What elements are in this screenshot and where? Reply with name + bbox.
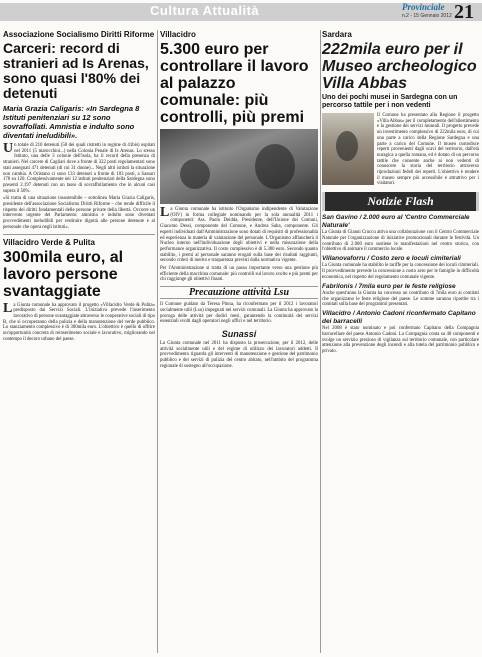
article-body: Il Comune guidato da Teresa Pinna, ha riconfermato per il 2012 i lavoratori socialmente utili (Lsu) impegnati nei servizi comunali. La Giunta ha approvato la proroga delle attività per dodici mesi, garantendo la continuità dei servizi essenziali svolti dagli operatori negli uffici e nel territorio.	[160, 302, 318, 325]
column-divider	[320, 30, 321, 653]
article-body: «Si tratta di una situazione insostenibile – sottolinea Maria Grazia Caligaris, presidente dell'associazione Socialismo Diritti Riforme – che rende difficile il rispetto dei diritti fondamentali delle persone private della libertà. Occorre un intervento urgente del Parlamento: amnistia e indulto sono diventati provvedimenti ineludibili per restituire dignità alle persone detenute e al personale che opera negli istituti».	[3, 196, 155, 230]
article-body: La Giunta comunale nel 2011 ha disposto la prosecuzione, per il 2012, delle attività socialmente utili e del regime di utilizzo dei lavoratori addetti. Il provvedimento riguarda gli interventi di manutenzione e gestione del patrimonio pubblico e dei servizi di pulizia del centro abitato, nell'ambito del programma regionale di sostegno all'occupazione.	[160, 340, 318, 369]
brief-body: La Giunta di Gianni Cruccu attiva una collaborazione con il Centro Commerciale Naturale per l'organizzazione di iniziative promozionali durante le festività. Un contributo di 2.000 euro sostiene le manifestazioni nel centro storico, con l'obiettivo di animare il commercio locale.	[322, 230, 479, 253]
article-body: La Giunta comunale ha istituito l'Organismo indipendente di Valutazione (OIV) in forma collegiale nominando per la sola annualità 2011 i componenti: Ass. Paolo Deidda, Presidente, dell'Unione dei Comuni, Giacomo Dessì, componente del Comune, e Andrea Saba, componente. Gli esperti individuati dall'Amministrazione sono dotati di requisiti di professionalità ed esperienza in materia di valutazione del personale. L'Organismo affiancherà il Nucleo interno nell'individuazione degli obiettivi e nella misurazione della performance organizzativa. Il costo complessivo è di 5.300 euro. Secondo quanto stabilito, i premi al personale saranno erogati sulla base dei risultati raggiunti, secondo criteri di merito e trasparenza previsti dalla normativa vigente.	[160, 205, 318, 264]
column-3	[322, 30, 479, 655]
article-headline: Carceri: record di stranieri ad Is Arenas, sono quasi l'80% dei detenuti	[3, 40, 149, 101]
brief-body: La Giunta comunale ha stabilito le tariffe per la concessione dei loculi cimiteriali. Il provvedimento prevede la concessione a costo zero per le famiglie in difficoltà economica, nel rispetto del regolamento comunale vigente.	[322, 263, 479, 280]
brief-heading: Villanovaforru / Costo zero e loculi cimiteriali	[322, 254, 461, 262]
brief-heading: San Gavino / 2.000 euro al 'Centro Commerciale Naturale'	[322, 214, 470, 229]
town-hall-photo	[160, 129, 318, 204]
brief-heading: Villacidro / Antonio Cadoni riconfermato Capitano dei barracelli	[322, 310, 476, 325]
article-subhead: Uno dei pochi musei in Sardegna con un percorso tattile per i non vedenti	[322, 94, 458, 109]
section-title: Cultura Attualità	[150, 3, 260, 18]
article-headline: 5.300 euro per controllare il lavoro al palazzo comunale: più controlli, più premi	[160, 41, 309, 126]
brief-body: Anche quest'anno la Giunta ha concesso un contributo di 7mila euro ai comitati che organizzano le feste religiose del paese. Le somme saranno ripartite tra i comitati sulla base dei programmi presentati.	[322, 291, 479, 308]
section-heading: Precauzione attività Lsu	[160, 286, 318, 299]
article-headline: 222mila euro per il Museo archeologico Villa Abbas	[322, 41, 477, 92]
article-headline: 300mila euro, al lavoro persone svantaggiate	[3, 248, 124, 300]
article-body: La Giunta comunale ha approvato il progetto «Villacidro Verde & Pulita» predisposto dai Servizi Sociali. L'iniziativa prevede l'inserimento lavorativo di persone svantaggiate attraverso le cooperative sociali di tipo B, che si occuperanno della pulizia e della manutenzione del verde pubblico. Lo stanziamento complessivo è di 300mila euro. L'obiettivo è quello di offrire un'opportunità concreta di reinserimento sociale e lavorativo, migliorando nel contempo il decoro urbano del paese.	[3, 300, 155, 342]
article-kicker: Villacidro	[160, 30, 196, 39]
column-1	[3, 30, 155, 655]
article-kicker: Sardara	[322, 30, 352, 39]
brief-heading: Fabrilonis / 7mila euro per le feste religiose	[322, 282, 456, 290]
issue-date: n.2 - 15 Gennaio 2012	[402, 13, 452, 19]
article-body: Per l'Amministrazione si tratta di un passo importante verso una gestione più efficiente della macchina comunale: più controlli sul lavoro svolto e più premi per chi raggiunge gli obiettivi fissati.	[160, 266, 318, 283]
divider	[3, 234, 155, 235]
masthead	[0, 0, 482, 26]
brief-body: Nel 2008 è stato nominato e poi confermato Capitano della Compagnia barracellare del paese Antonio Cadoni. La Compagnia conta su 40 componenti e svolge un servizio prezioso di vigilanza sul territorio comunale, con particolare attenzione alla prevenzione degli incendi e alla tutela del patrimonio pubblico e privato.	[322, 326, 479, 354]
article-kicker: Villacidro Verde & Pulita	[3, 237, 95, 247]
newspaper-logo: Provinciale	[402, 2, 445, 12]
museum-photo	[322, 113, 374, 185]
section-heading: Sunassi	[221, 328, 257, 339]
article-kicker: Associazione Socialismo Diritti Riforme	[3, 30, 155, 39]
column-divider	[157, 30, 158, 653]
article-body: Un totale di 210 detenuti (58 dei quali ristretti in regime di 41bis) ospitati nel 2011 (5 marocchini...) nella Colonia Penale di Is Arenas. Lo stesso Istituto, una delle 3 colonie dell'isola, ha il record della presenza di stranieri. Nel carcere di Cagliari dove a fronte di 322 posti regolamentari sono stati assegnati 471 detenuti (di cui 31 donne)... Negli altri istituti la situazione non cambia. A Oristano ci sono 133 detenuti a fronte di 103 posti, a Sassari 178 su 120. Complessivamente nei 12 istituti penitenziari della Sardegna sono presenti 2.197 detenuti con un tasso di sovraffollamento che in alcuni casi supera il 50%.	[3, 141, 155, 194]
notizie-flash-banner: Notizie Flash	[322, 192, 479, 211]
page-number: 21	[454, 1, 474, 23]
article-subhead: Maria Grazia Caligaris: «In Sardegna 8 Istituti penitenziari su 12 sono sovraffollati. Amnistia e indulto sono diventati ineludibili».	[3, 104, 140, 140]
column-2	[160, 30, 318, 655]
article-body: Il Comune ha presentato alla Regione il progetto «Villa Abbas» per il completamento dell'allestimento e la gestione dei servizi museali. Il progetto prevede un investimento complessivo di 222mila euro, di cui una parte a carico della Regione Sardegna e una parte a carico del Comune. Il museo custodisce reperti provenienti dagli scavi del territorio, dall'età nuragica a quella romana, ed è dotato di un percorso tattile che consente anche ai non vedenti di conoscere la storia del territorio attraverso riproduzioni fedeli dei reperti. L'obiettivo è rendere il museo sempre più accessibile e attrattivo per i visitatori.	[377, 113, 479, 187]
